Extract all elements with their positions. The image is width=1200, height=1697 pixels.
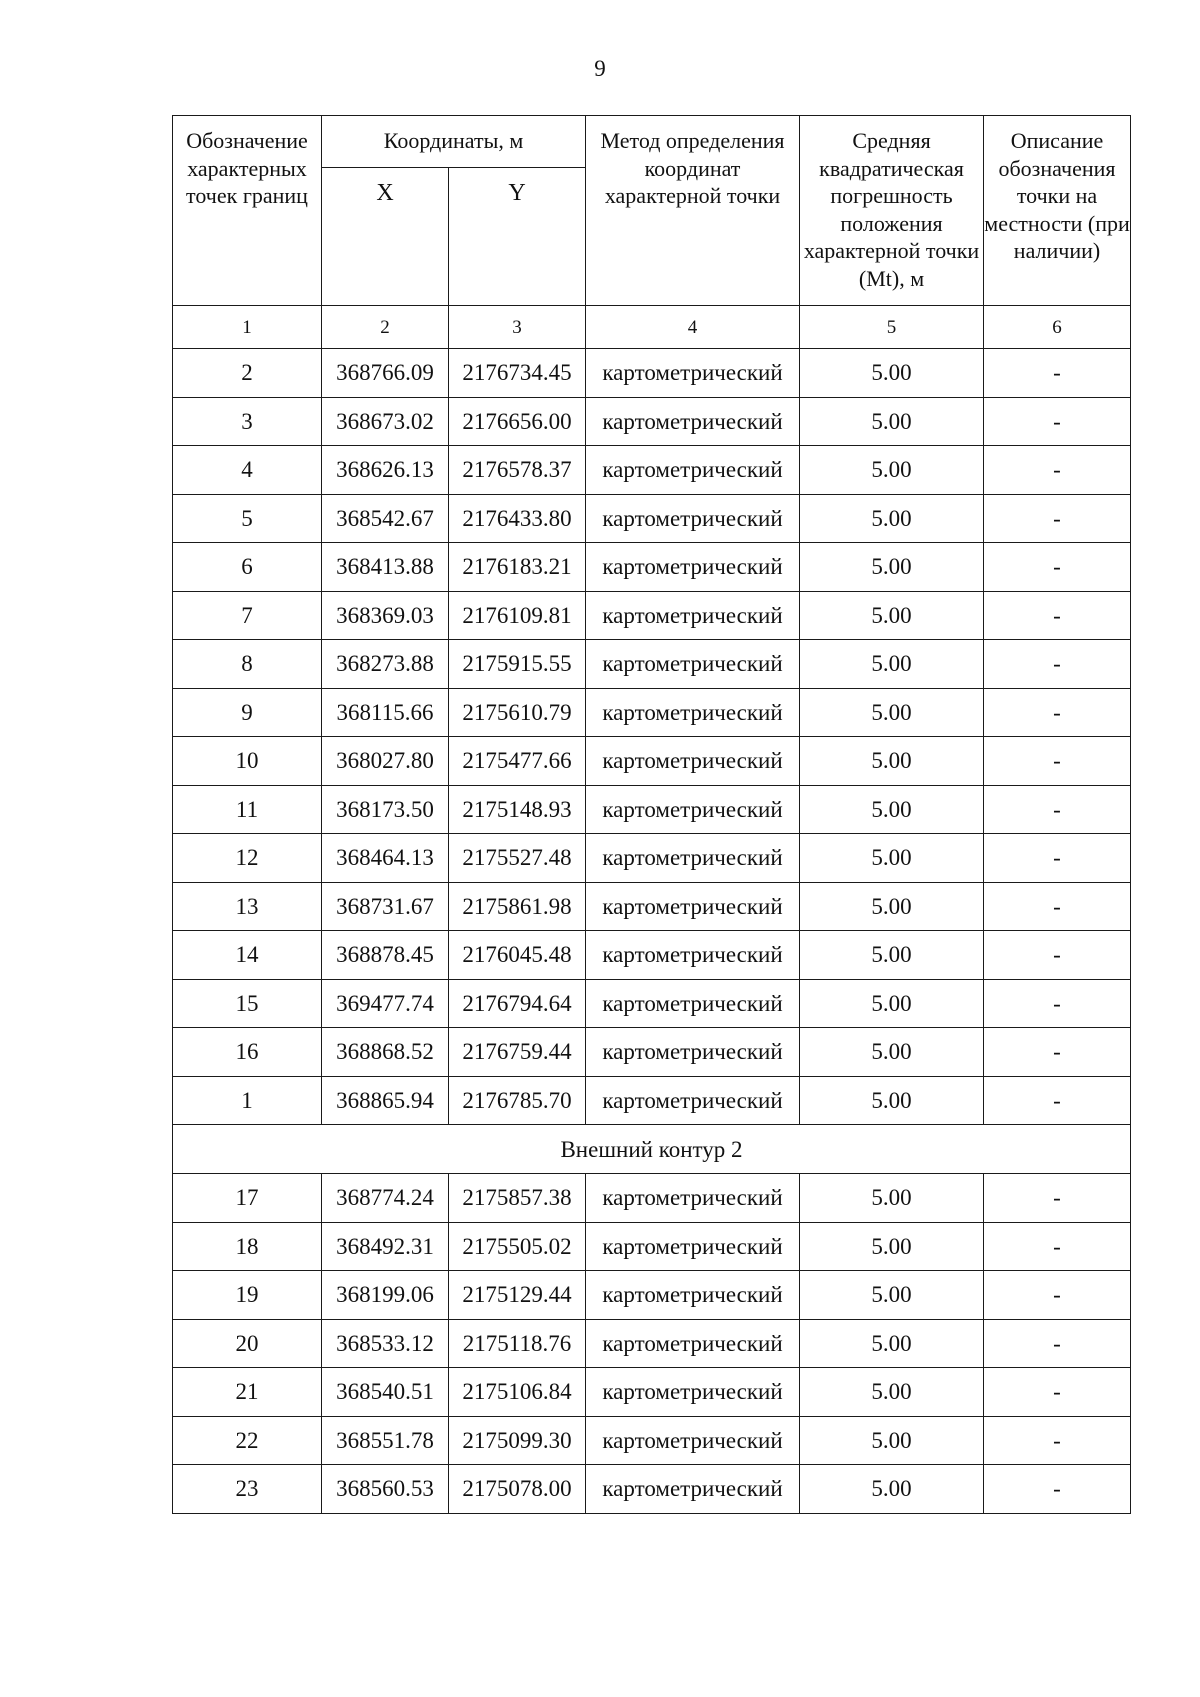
cell-description: - xyxy=(984,882,1131,931)
cell-error: 5.00 xyxy=(800,1319,984,1368)
cell-x: 368464.13 xyxy=(322,834,449,883)
cell-method: картометрический xyxy=(586,397,800,446)
table-row xyxy=(173,1028,1131,1077)
table-row xyxy=(173,1416,1131,1465)
cell-x: 368878.45 xyxy=(322,931,449,980)
cell-description: - xyxy=(984,834,1131,883)
cell-method: картометрический xyxy=(586,1222,800,1271)
cell-error: 5.00 xyxy=(800,1368,984,1417)
table-row xyxy=(173,1319,1131,1368)
cell-error: 5.00 xyxy=(800,688,984,737)
header-description: Описание обозначения точки на местности (при наличии) xyxy=(984,116,1131,306)
table-row xyxy=(173,1368,1131,1417)
cell-method: картометрический xyxy=(586,1416,800,1465)
cell-method: картометрический xyxy=(586,640,800,689)
cell-error: 5.00 xyxy=(800,494,984,543)
cell-method: картометрический xyxy=(586,1271,800,1320)
table-row xyxy=(173,979,1131,1028)
table-row xyxy=(173,1271,1131,1320)
cell-y: 2175527.48 xyxy=(449,834,586,883)
cell-description: - xyxy=(984,785,1131,834)
cell-description: - xyxy=(984,1368,1131,1417)
cell-description: - xyxy=(984,349,1131,398)
cell-y: 2175099.30 xyxy=(449,1416,586,1465)
cell-y: 2175078.00 xyxy=(449,1465,586,1514)
cell-y: 2175106.84 xyxy=(449,1368,586,1417)
cell-error: 5.00 xyxy=(800,1222,984,1271)
cell-description: - xyxy=(984,1028,1131,1077)
cell-description: - xyxy=(984,446,1131,495)
cell-error: 5.00 xyxy=(800,543,984,592)
cell-method: картометрический xyxy=(586,882,800,931)
column-number: 5 xyxy=(800,306,984,349)
cell-error: 5.00 xyxy=(800,397,984,446)
cell-method: картометрический xyxy=(586,446,800,495)
cell-y: 2176734.45 xyxy=(449,349,586,398)
cell-error: 5.00 xyxy=(800,1271,984,1320)
column-number-row xyxy=(173,306,1131,349)
cell-x: 368774.24 xyxy=(322,1174,449,1223)
table-row xyxy=(173,543,1131,592)
page-number: 9 xyxy=(594,56,606,81)
cell-point: 14 xyxy=(173,931,322,980)
cell-x: 368369.03 xyxy=(322,591,449,640)
cell-point: 23 xyxy=(173,1465,322,1514)
cell-point: 15 xyxy=(173,979,322,1028)
cell-method: картометрический xyxy=(586,591,800,640)
cell-method: картометрический xyxy=(586,737,800,786)
table-row xyxy=(173,882,1131,931)
cell-x: 368766.09 xyxy=(322,349,449,398)
cell-y: 2176759.44 xyxy=(449,1028,586,1077)
section-title: Внешний контур 2 xyxy=(173,1125,1131,1174)
cell-y: 2176045.48 xyxy=(449,931,586,980)
cell-y: 2176109.81 xyxy=(449,591,586,640)
column-number: 3 xyxy=(449,306,586,349)
cell-x: 368273.88 xyxy=(322,640,449,689)
cell-y: 2176433.80 xyxy=(449,494,586,543)
cell-y: 2175857.38 xyxy=(449,1174,586,1223)
cell-description: - xyxy=(984,640,1131,689)
cell-point: 18 xyxy=(173,1222,322,1271)
cell-point: 3 xyxy=(173,397,322,446)
cell-point: 16 xyxy=(173,1028,322,1077)
cell-description: - xyxy=(984,1319,1131,1368)
cell-point: 22 xyxy=(173,1416,322,1465)
cell-x: 369477.74 xyxy=(322,979,449,1028)
cell-error: 5.00 xyxy=(800,1076,984,1125)
cell-error: 5.00 xyxy=(800,931,984,980)
cell-point: 17 xyxy=(173,1174,322,1223)
cell-x: 368626.13 xyxy=(322,446,449,495)
cell-x: 368533.12 xyxy=(322,1319,449,1368)
table-row xyxy=(173,640,1131,689)
cell-x: 368492.31 xyxy=(322,1222,449,1271)
cell-y: 2175505.02 xyxy=(449,1222,586,1271)
column-number: 2 xyxy=(322,306,449,349)
cell-method: картометрический xyxy=(586,494,800,543)
cell-point: 11 xyxy=(173,785,322,834)
column-number: 4 xyxy=(586,306,800,349)
cell-error: 5.00 xyxy=(800,349,984,398)
column-number: 6 xyxy=(984,306,1131,349)
cell-description: - xyxy=(984,1076,1131,1125)
cell-error: 5.00 xyxy=(800,737,984,786)
table-row xyxy=(173,494,1131,543)
table-row xyxy=(173,931,1131,980)
cell-point: 1 xyxy=(173,1076,322,1125)
cell-error: 5.00 xyxy=(800,834,984,883)
cell-description: - xyxy=(984,1465,1131,1514)
cell-x: 368115.66 xyxy=(322,688,449,737)
cell-method: картометрический xyxy=(586,688,800,737)
cell-error: 5.00 xyxy=(800,1416,984,1465)
cell-method: картометрический xyxy=(586,349,800,398)
cell-method: картометрический xyxy=(586,1465,800,1514)
cell-point: 2 xyxy=(173,349,322,398)
cell-y: 2176785.70 xyxy=(449,1076,586,1125)
cell-method: картометрический xyxy=(586,1319,800,1368)
cell-method: картометрический xyxy=(586,834,800,883)
cell-point: 6 xyxy=(173,543,322,592)
cell-description: - xyxy=(984,1416,1131,1465)
cell-description: - xyxy=(984,737,1131,786)
cell-x: 368199.06 xyxy=(322,1271,449,1320)
cell-error: 5.00 xyxy=(800,591,984,640)
cell-y: 2175477.66 xyxy=(449,737,586,786)
cell-point: 19 xyxy=(173,1271,322,1320)
header-row xyxy=(173,116,1131,168)
header-error: Средняя квадратическая погрешность положения характерной точки (Mt), м xyxy=(800,116,984,306)
cell-description: - xyxy=(984,543,1131,592)
cell-x: 368551.78 xyxy=(322,1416,449,1465)
cell-x: 368540.51 xyxy=(322,1368,449,1417)
table-row xyxy=(173,349,1131,398)
table-row xyxy=(173,1174,1131,1223)
coordinates-table xyxy=(172,115,1131,1514)
table-row xyxy=(173,591,1131,640)
cell-description: - xyxy=(984,591,1131,640)
cell-y: 2175129.44 xyxy=(449,1271,586,1320)
cell-error: 5.00 xyxy=(800,446,984,495)
cell-error: 5.00 xyxy=(800,785,984,834)
table-row xyxy=(173,1465,1131,1514)
column-number: 1 xyxy=(173,306,322,349)
cell-method: картометрический xyxy=(586,931,800,980)
cell-y: 2176656.00 xyxy=(449,397,586,446)
cell-x: 368173.50 xyxy=(322,785,449,834)
cell-method: картометрический xyxy=(586,1174,800,1223)
cell-point: 4 xyxy=(173,446,322,495)
cell-description: - xyxy=(984,1174,1131,1223)
cell-error: 5.00 xyxy=(800,1174,984,1223)
cell-method: картометрический xyxy=(586,1368,800,1417)
header-coordinates: Координаты, м xyxy=(322,116,586,168)
cell-x: 368868.52 xyxy=(322,1028,449,1077)
table-row xyxy=(173,446,1131,495)
cell-error: 5.00 xyxy=(800,1465,984,1514)
header-y: Y xyxy=(449,168,586,306)
cell-x: 368865.94 xyxy=(322,1076,449,1125)
cell-error: 5.00 xyxy=(800,1028,984,1077)
cell-y: 2176183.21 xyxy=(449,543,586,592)
cell-description: - xyxy=(984,397,1131,446)
cell-point: 7 xyxy=(173,591,322,640)
cell-method: картометрический xyxy=(586,1076,800,1125)
cell-description: - xyxy=(984,688,1131,737)
cell-y: 2176794.64 xyxy=(449,979,586,1028)
cell-description: - xyxy=(984,1271,1131,1320)
cell-y: 2175118.76 xyxy=(449,1319,586,1368)
header-method: Метод определения координат характерной точки xyxy=(586,116,800,306)
cell-x: 368560.53 xyxy=(322,1465,449,1514)
table-row xyxy=(173,737,1131,786)
table-row xyxy=(173,397,1131,446)
cell-point: 13 xyxy=(173,882,322,931)
cell-method: картометрический xyxy=(586,979,800,1028)
cell-method: картометрический xyxy=(586,543,800,592)
section-row xyxy=(173,1125,1131,1174)
cell-y: 2175148.93 xyxy=(449,785,586,834)
cell-point: 20 xyxy=(173,1319,322,1368)
cell-error: 5.00 xyxy=(800,882,984,931)
cell-point: 12 xyxy=(173,834,322,883)
cell-point: 5 xyxy=(173,494,322,543)
header-x: X xyxy=(322,168,449,306)
cell-error: 5.00 xyxy=(800,979,984,1028)
cell-y: 2176578.37 xyxy=(449,446,586,495)
table-row xyxy=(173,785,1131,834)
cell-description: - xyxy=(984,494,1131,543)
cell-description: - xyxy=(984,1222,1131,1271)
table-row xyxy=(173,1222,1131,1271)
table-row xyxy=(173,834,1131,883)
cell-x: 368731.67 xyxy=(322,882,449,931)
header-designation: Обозначение характерных точек границ xyxy=(173,116,322,306)
table-row xyxy=(173,688,1131,737)
cell-description: - xyxy=(984,979,1131,1028)
cell-x: 368413.88 xyxy=(322,543,449,592)
cell-error: 5.00 xyxy=(800,640,984,689)
cell-description: - xyxy=(984,931,1131,980)
cell-x: 368673.02 xyxy=(322,397,449,446)
table-row xyxy=(173,1076,1131,1125)
cell-point: 8 xyxy=(173,640,322,689)
cell-method: картометрический xyxy=(586,1028,800,1077)
cell-point: 9 xyxy=(173,688,322,737)
cell-method: картометрический xyxy=(586,785,800,834)
cell-y: 2175861.98 xyxy=(449,882,586,931)
cell-point: 21 xyxy=(173,1368,322,1417)
cell-point: 10 xyxy=(173,737,322,786)
cell-y: 2175610.79 xyxy=(449,688,586,737)
cell-x: 368542.67 xyxy=(322,494,449,543)
cell-x: 368027.80 xyxy=(322,737,449,786)
cell-y: 2175915.55 xyxy=(449,640,586,689)
